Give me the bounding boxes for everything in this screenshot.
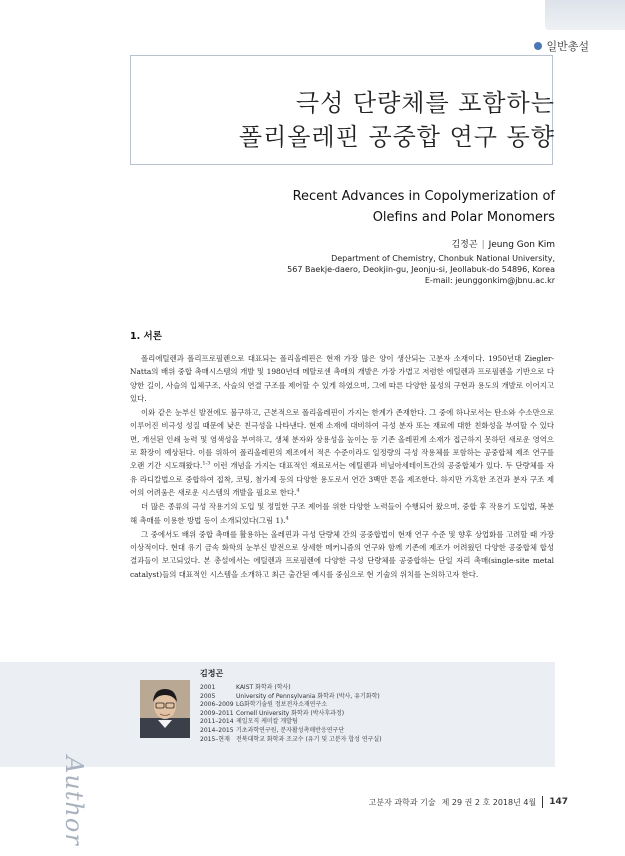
paragraph-text: 더 많은 종류의 극성 작용기의 도입 및 정밀한 구조 제어를 위한 다양한 노력들이 수행되어 왔으며, 중합 후 작용기 도입법, 복분해 촉매를 이용한 방법 등이 소개되었다(그림 1). [130, 502, 554, 525]
career-item: 2009–2011 Cornell University 화학과 (박사후과정) [200, 709, 345, 717]
affiliation-email: E-mail: jeunggonkim@jbnu.ac.kr [424, 276, 555, 285]
citation: 4 [296, 487, 300, 494]
title-line-2: 폴리올레핀 공중합 연구 동향 [238, 123, 555, 151]
paragraph [130, 500, 554, 527]
section-tag-label: 일반총설 [546, 40, 589, 53]
journal-name: 고분자 과학과 기술 [368, 797, 436, 807]
author-label: Author [60, 756, 88, 846]
career-item: 2015–현재 전북대학교 화학과 조교수 (유기 및 고분자 합성 연구실) [200, 735, 382, 743]
paragraph-text: 이와 같은 눈부신 발전에도 불구하고, 근본적으로 폴리올레핀이 가지는 한계가 존재한다. 그 중에 하나로서는 탄소와 수소만으로 이루어진 비극성 성질 때문에 낮은 친극성을 나타낸다. 현재 소재에 대비하여 극성 분자 또는 재료에 대한 친화성을 부여할 수 있다면, 개선된 인쇄 능력 및 염색성을 부여하고, 생체 분자와 상용성을 높이는 등 기존 올레핀계 소재가 접근하지 못하던 새로운 영역으로 확장이 예상된다. 이를 위하여 폴리올레핀의 제조에서 적은 수준이라도 일정량의 극성 작용체를 포함하는 공중합체 제조 연구를 오랜 기간 시도해왔다. [130, 408, 554, 471]
paragraph [130, 406, 554, 499]
career-item: 2005 University of Pennsylvania 화학과 (박사, 유기화학) [200, 692, 380, 700]
affiliation-line-1: Department of Chemistry, Chonbuk National University, [331, 254, 555, 263]
career-item: 2014–2015 기초과학연구원, 분자활성촉매반응연구단 [200, 726, 345, 734]
section-dot-icon [534, 42, 542, 50]
section-heading: 1. 서론 [130, 331, 162, 342]
author-name-en: Jeung Gon Kim [488, 240, 555, 250]
career-item: 2006–2009 LG화학기술원 정보전자소재연구소 [200, 701, 328, 709]
paragraph-text: 그 중에서도 배위 중합 촉매를 활용하는 올레핀과 극성 단량체 간의 공중합법이 현재 연구 수준 및 향후 상업화를 고려할 때 가장 이상적이다. 현대 유기 금속 화학의 눈부신 발전으로 상세한 메커니즘의 연구와 함께 기존에 제조가 어려웠던 다양한 공중합체 합성 결과들이 보고되었다. 본 총설에서는 에틸렌과 프로필렌에 다양한 극성 단량체를 공중합하는 단일 자리 촉매(single-site metal catalyst)들의 대표적인 시스템을 소개하고 최근 출간된 예시를 중심으로 현 기술의 위치를 논의하고자 한다. [130, 529, 554, 579]
title-line-1: 극성 단량체를 포함하는 [295, 89, 555, 117]
paragraph-text: 이런 개념을 가지는 대표적인 재료로서는 에틸렌과 비닐아세테이트간의 공중합체가 있다. 두 단량체를 자유 라디칼법으로 중합하여 접착, 코팅, 첨가제 등의 다양한 용도로서 연간 3백만 톤을 제조한다. 하지만 가혹한 조건과 분자 구조 제어의 어려움은 새로운 시스템의 개발을 필요로 한다. [130, 461, 554, 497]
english-title-line-1: Recent Advances in Copolymerization of [292, 189, 555, 204]
section-tag [534, 38, 589, 54]
affiliation-line-2: 567 Baekje-daero, Deokjin-gu, Jeonju-si, Jeollabuk-do 54896, Korea [287, 265, 555, 274]
corner-tab [545, 0, 625, 30]
english-title [293, 186, 555, 228]
author-box-name: 김정곤 [200, 669, 224, 678]
article-title [239, 86, 555, 154]
paragraph-text: 폴리에틸렌과 폴리프로필렌으로 대표되는 폴리올레핀은 현재 가장 많은 양이 생산되는 고분자 소재이다. 1950년대 Ziegler-Natta의 배위 중합 촉매시스템의 개발 및 1980년대 메탈로센 촉매의 개발은 가장 가볍고 저렴한 에틸렌과 프로필렌을 기반으로 다양한 길이, 사슬의 입체구조, 사슬의 연결 구조를 제어할 수 있게 하였으며, 그에 따른 다양한 물성의 구현과 용도의 개발로 이어지고 있다. [130, 354, 554, 403]
citation: 4 [285, 515, 289, 522]
footer-divider [542, 796, 543, 808]
career-list [200, 684, 382, 744]
affiliation [287, 253, 555, 286]
paragraph [130, 352, 554, 405]
career-item: 2011–2014 제일모직 케미칼 개발팀 [200, 718, 298, 726]
issue-info: 제 29 권 2 호 2018년 4월 [441, 797, 537, 807]
page-footer [369, 796, 568, 808]
paragraph [130, 528, 554, 581]
english-title-line-2: Olefins and Polar Monomers [372, 210, 555, 225]
article-body [130, 352, 554, 582]
author-byline [451, 237, 555, 250]
author-photo [140, 680, 190, 738]
page-number: 147 [549, 797, 568, 807]
portrait-icon [140, 680, 190, 738]
author-name-ko: 김정곤 [451, 240, 478, 250]
byline-separator: | [481, 240, 485, 250]
citation: 1-3 [202, 460, 211, 467]
career-item: 2001 KAIST 화학과 (학사) [200, 684, 291, 691]
